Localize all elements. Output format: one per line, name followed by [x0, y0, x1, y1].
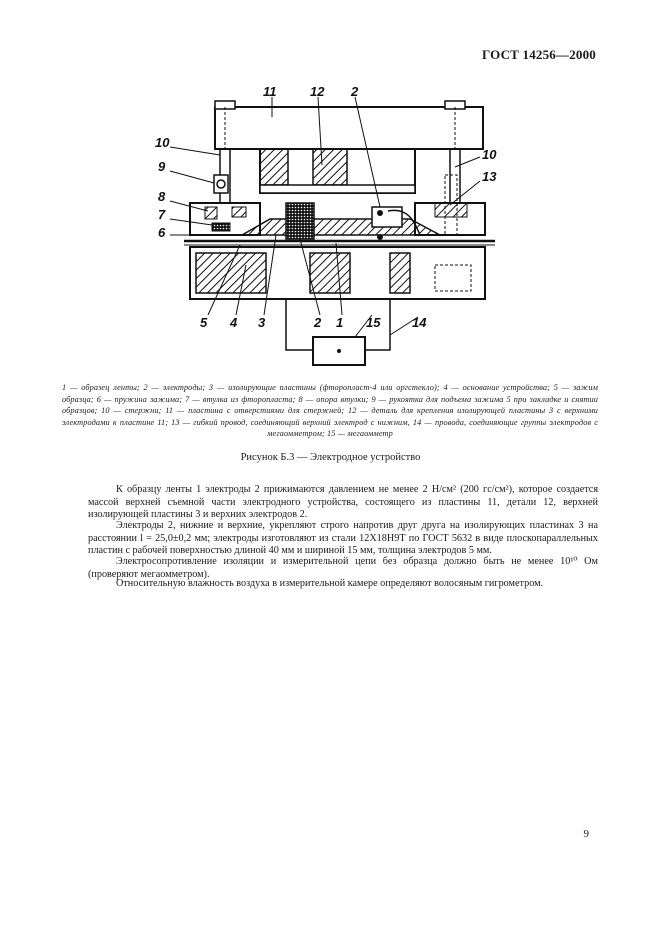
paragraph-1: К образцу ленты 1 электроды 2 прижимаются давлением не менее 2 Н/см² (200 гс/см²), которое создается массой верхней съемной части электродного устройства, состоящего из пластины 11, детали 12, верхней изолирующей пластины 3 и верхних электродов 2.: [88, 484, 598, 521]
label-2-top: 2: [351, 84, 359, 99]
page-number: 9: [583, 828, 589, 840]
technical-drawing: [150, 84, 510, 375]
label-6: 6: [158, 225, 166, 240]
document-header: ГОСТ 14256—2000: [481, 47, 596, 62]
electrode-device-drawing: [150, 84, 510, 375]
label-4: 4: [230, 315, 238, 330]
label-1: 1: [336, 315, 344, 330]
label-10-right: 10: [482, 147, 497, 162]
plate-11: [215, 107, 483, 149]
label-2-bottom: 2: [314, 315, 322, 330]
electrode-group-left: [286, 203, 314, 239]
label-13: 13: [482, 169, 497, 184]
label-5: 5: [200, 315, 208, 330]
paragraph-4: Относительную влажность воздуха в измерительной камере определяют волосяным гигрометром.: [116, 578, 544, 590]
label-7: 7: [158, 207, 166, 222]
paragraph-2: Электроды 2, нижние и верхние, укрепляют строго напротив друг друга на изолирующих пластинах 3 на расстоянии l = 25,0±0,2 мм; электроды изготовляют из стали 12Х18Н9Т по ГОСТ 5632 в виде плоскопараллельных пластин с рабочей поверхностью длиной 40 мм и шириной 15 мм, толщина электродов 5 мм.: [88, 520, 598, 557]
label-11: 11: [263, 84, 277, 99]
label-14: 14: [412, 315, 427, 330]
figure-caption: Рисунок Б.3 — Электродное устройство: [240, 452, 421, 463]
figure-legend: 1 — образец ленты; 2 — электроды; 3 — изолирующие пластины (фторопласт-4 или оргстекло); 4 — основание устройства; 5 — зажим образца; 6 — пружина зажима; 7 — втулка из фторопласта; 8 — опора втулки; 9 — рукоятка для подъема зажима 5 при закладке и снятии образцов; 10 — стержни; 11 — пластина с отверстиями для стержней; 12 — деталь для крепления изолирующей пластины 3 с верхними электродами к пластине 11; 13 — гибкий провод, соединяющий верхний электрод с нижним, 14 — провода, соединяющие группы электродов с мегаомметром; 15 — мегаомметр: [62, 383, 598, 439]
label-3: 3: [258, 315, 266, 330]
paragraph-3: Электросопротивление изоляции и измерительной цепи без образца должно быть не менее 10¹⁰ Ом (проверяют мегаомметром).: [88, 556, 598, 580]
label-15: 15: [366, 315, 381, 330]
label-12: 12: [310, 84, 325, 99]
label-8: 8: [158, 189, 166, 204]
label-9: 9: [158, 159, 166, 174]
label-10-left: 10: [155, 135, 170, 150]
